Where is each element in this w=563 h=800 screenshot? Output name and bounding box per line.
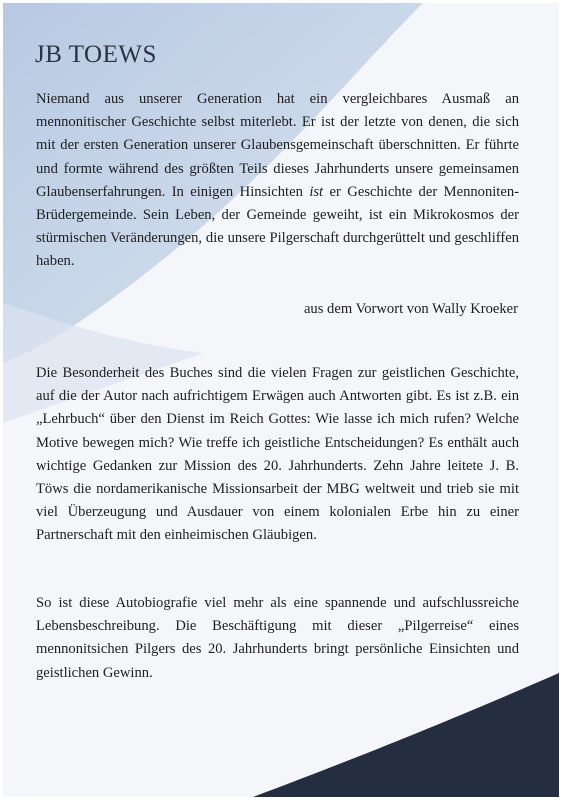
quote-emphasis: ist — [309, 183, 324, 200]
book-description: Die Besonderheit des Buches sind die vielen Fragen zur geistlichen Geschichte, auf die der Autor nach aufrichtigem Erwägen auch Antworten gibt. Es ist z.B. ein „Lehrbuch“ über den Dienst im Reich Gottes: Wie lasse ich mich rufen? Welche Motive bewegen mich? Wie treffe ich geistliche Entscheidungen? Es enthält auch wichtige Gedanken zur Mission des 20. Jahrhunderts. Zehn Jahre leitete J. B. Töws die nordamerikanische Missionsarbeit der MBG weltweit und trieb sie mit viel Überzeugung und Ausdauer von einem kolonialen Erbe hin zu einer Partnerschaft mit den einheimischen Gläubigen. — [36, 365, 519, 544]
quote-text-start: Niemand aus unserer Generation hat ein vergleichbares Ausmaß an mennonitischer Geschichte selbst miterlebt. Er ist der letzte von denen, die sich mit der ersten Generation unserer Glaubensgemeinschaft überschnitten. Er führte und formte während des größten Teils dieses Jahrhunderts unsere gemeinsamen Glaubenserfahrungen. In einigen Hinsichten — [36, 91, 519, 200]
book-title: JB TOEWS — [35, 41, 157, 68]
book-back-cover — [3, 3, 559, 797]
foreword-quote — [36, 88, 519, 274]
quote-text-end: er Geschichte der Mennoniten-Brüdergemeinde. Sein Leben, der Gemeinde geweiht, ist ein Mikrokosmos der stürmischen Veränderungen, die unsere Pilgerschaft durchgerüttelt und geschliffen haben. — [36, 183, 519, 270]
quote-attribution: aus dem Vorwort von Wally Kroeker — [303, 301, 518, 317]
book-summary: So ist diese Autobiografie viel mehr als eine spannende und aufschlussreiche Lebensbeschreibung. Die Beschäftigung mit dieser „Pilgerreise“ eines mennonitsichen Pilgers des 20. Jahrhunderts bringt persönliche Einsichten und geistlichen Gewinn. — [36, 595, 519, 681]
